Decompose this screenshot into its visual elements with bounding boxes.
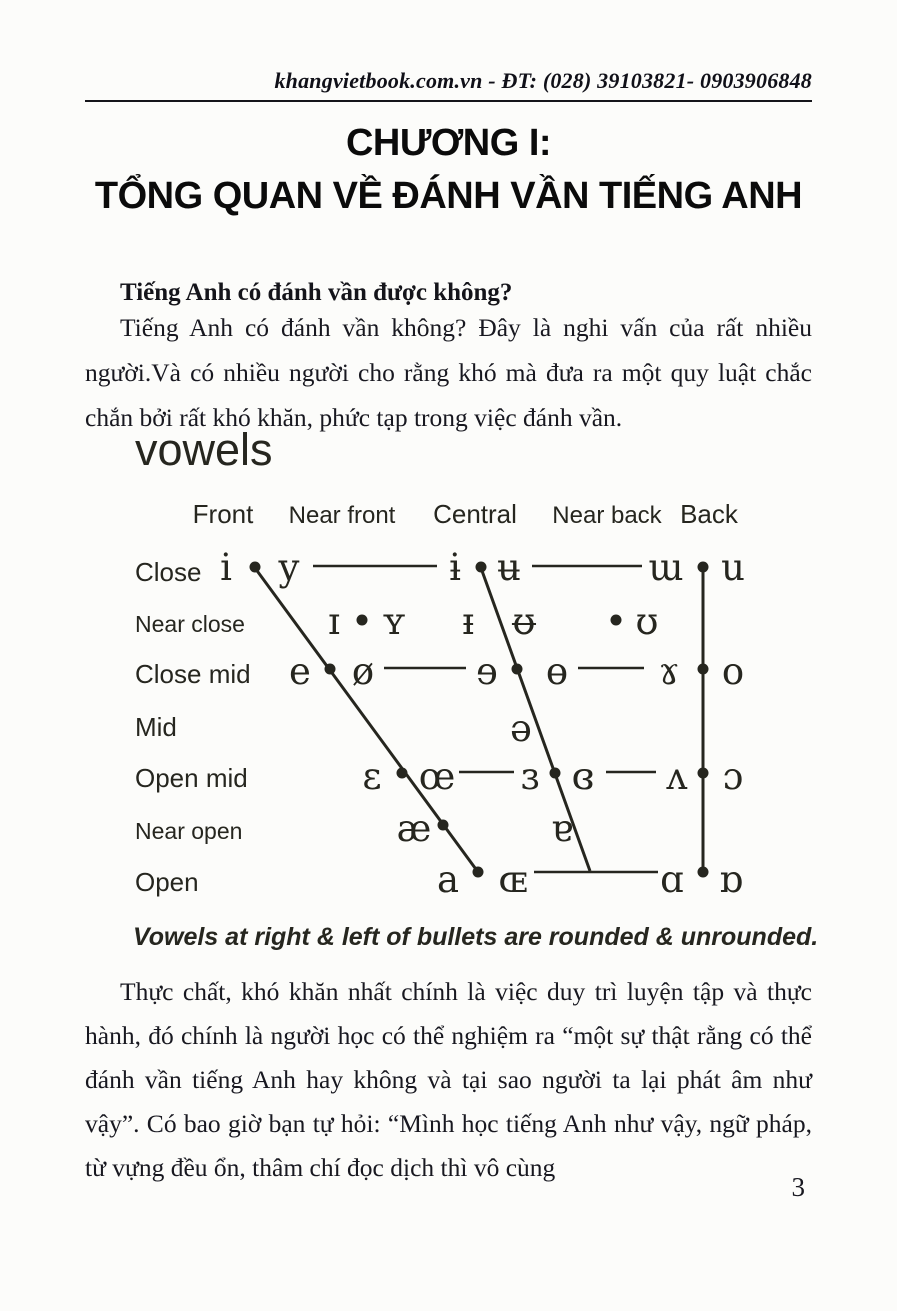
vowel-symbol-i: i <box>220 546 232 589</box>
running-header-text: khangvietbook.com.vn - ĐT: (028) 39103821- 0903906848 <box>274 68 812 93</box>
vowel-symbol-upsilon: ʊ <box>635 600 659 643</box>
bullet-open-back <box>698 867 709 878</box>
row-label-close-mid: Close mid <box>135 659 251 689</box>
vowel-symbol-oe-ligature: œ <box>418 755 456 798</box>
vowel-symbol-barred-i: ɨ <box>449 546 461 589</box>
vowel-symbol-ash: æ <box>396 807 432 850</box>
row-label-near-open: Near open <box>135 818 243 844</box>
vowel-symbol-turned-v: ʌ <box>666 755 688 798</box>
bullet-nearclose-back <box>611 615 622 626</box>
vowel-symbol-reversed-epsilon: ɜ <box>520 755 540 798</box>
row-label-near-close: Near close <box>135 611 245 637</box>
vowel-symbol-epsilon: ɛ <box>362 755 382 798</box>
vowel-symbol-o: o <box>721 650 745 693</box>
chapter-title-line1: CHƯƠNG I: <box>345 122 552 164</box>
vowel-symbol-cap-oe-ligature: ɶ <box>498 858 528 901</box>
vowel-symbol-small-cap-y: ʏ <box>381 600 407 643</box>
vowel-symbol-u: u <box>721 546 745 589</box>
vowel-symbol-open-o: ɔ <box>722 755 744 798</box>
vowel-symbol-closed-reversed-epsilon: ɞ <box>571 755 595 798</box>
bullet-openmid-central <box>550 768 561 779</box>
bullet-closemid-front <box>325 664 336 675</box>
vowel-symbol-script-a: ɑ <box>660 858 684 901</box>
vowel-symbol-turned-script-a: ɒ <box>719 858 743 901</box>
vowel-symbol-e: e <box>289 650 311 693</box>
vowel-symbol-small-cap-i: ɪ <box>328 600 340 643</box>
column-header-front: Front <box>192 499 254 529</box>
page-number: 3 <box>791 1172 805 1202</box>
chart-title: vowels <box>135 424 273 475</box>
column-header-central: Central <box>433 499 517 529</box>
vowel-symbol-turned-m: ɯ <box>648 546 684 589</box>
bullet-closemid-back <box>698 664 709 675</box>
vowel-symbol-a: a <box>436 858 460 901</box>
vowel-symbol-y: y <box>278 546 300 589</box>
vowel-symbol-o-slash: ø <box>351 650 375 693</box>
vowel-symbol-rams-horn: ɤ <box>658 650 680 693</box>
bullet-open-front <box>473 867 484 878</box>
paragraph-body: Thực chất, khó khăn nhất chính là việc duy trì luyện tập và thực hành, đó chính là người học có thể nghiệm ra “một sự thật rằng có thể đánh vần tiếng Anh hay không và tại sao người ta lại phát âm như vậy”. Có bao giờ bạn tự hỏi: “Mình học tiếng Anh như vậy, ngữ pháp, từ vựng đều ổn, thâm chí đọc dịch thì vô cùng <box>85 977 812 1182</box>
row-label-open-mid: Open mid <box>135 763 248 793</box>
vowel-symbol-barred-small-cap-i: ᵻ <box>462 600 474 643</box>
bullet-nearopen-front <box>438 820 449 831</box>
bullet-close-central <box>476 562 487 573</box>
chart-caption: Vowels at right & left of bullets are rounded & unrounded. <box>133 923 819 951</box>
vowel-symbol-barred-upsilon: ᵿ <box>512 600 536 643</box>
bullet-close-back <box>698 562 709 573</box>
vowel-symbol-schwa: ə <box>510 707 532 750</box>
bullet-openmid-back <box>698 768 709 779</box>
row-label-close: Close <box>135 557 202 587</box>
bullet-nearclose-front <box>357 615 368 626</box>
chapter-title-line2: TỔNG QUAN VỀ ĐÁNH VẦN TIẾNG ANH <box>94 175 803 217</box>
row-label-open: Open <box>135 867 199 897</box>
column-header-near-back: Near back <box>552 502 662 529</box>
row-label-mid: Mid <box>135 712 177 742</box>
section-heading: Tiếng Anh có đánh vần được không? <box>120 279 513 306</box>
column-header-near-front: Near front <box>288 502 396 529</box>
vowel-symbol-barred-o: ɵ <box>545 650 569 693</box>
vowel-symbol-reversed-e: ɘ <box>476 650 498 693</box>
paragraph-intro: Tiếng Anh có đánh vần không? Đây là nghi vấn của rất nhiều người.Và có nhiều người cho rằng khó mà đưa ra một quy luật chắc chắn bởi rất khó khăn, phức tạp trong việc đánh vần. <box>85 313 812 432</box>
bullet-close-front <box>250 562 261 573</box>
bullet-closemid-central <box>512 664 523 675</box>
vowel-symbol-barred-u: ʉ <box>497 546 521 589</box>
diagonal-central <box>481 568 590 871</box>
bullet-openmid-front <box>397 768 408 779</box>
column-header-back: Back <box>680 499 738 529</box>
vowel-symbol-turned-a: ɐ <box>550 807 574 850</box>
